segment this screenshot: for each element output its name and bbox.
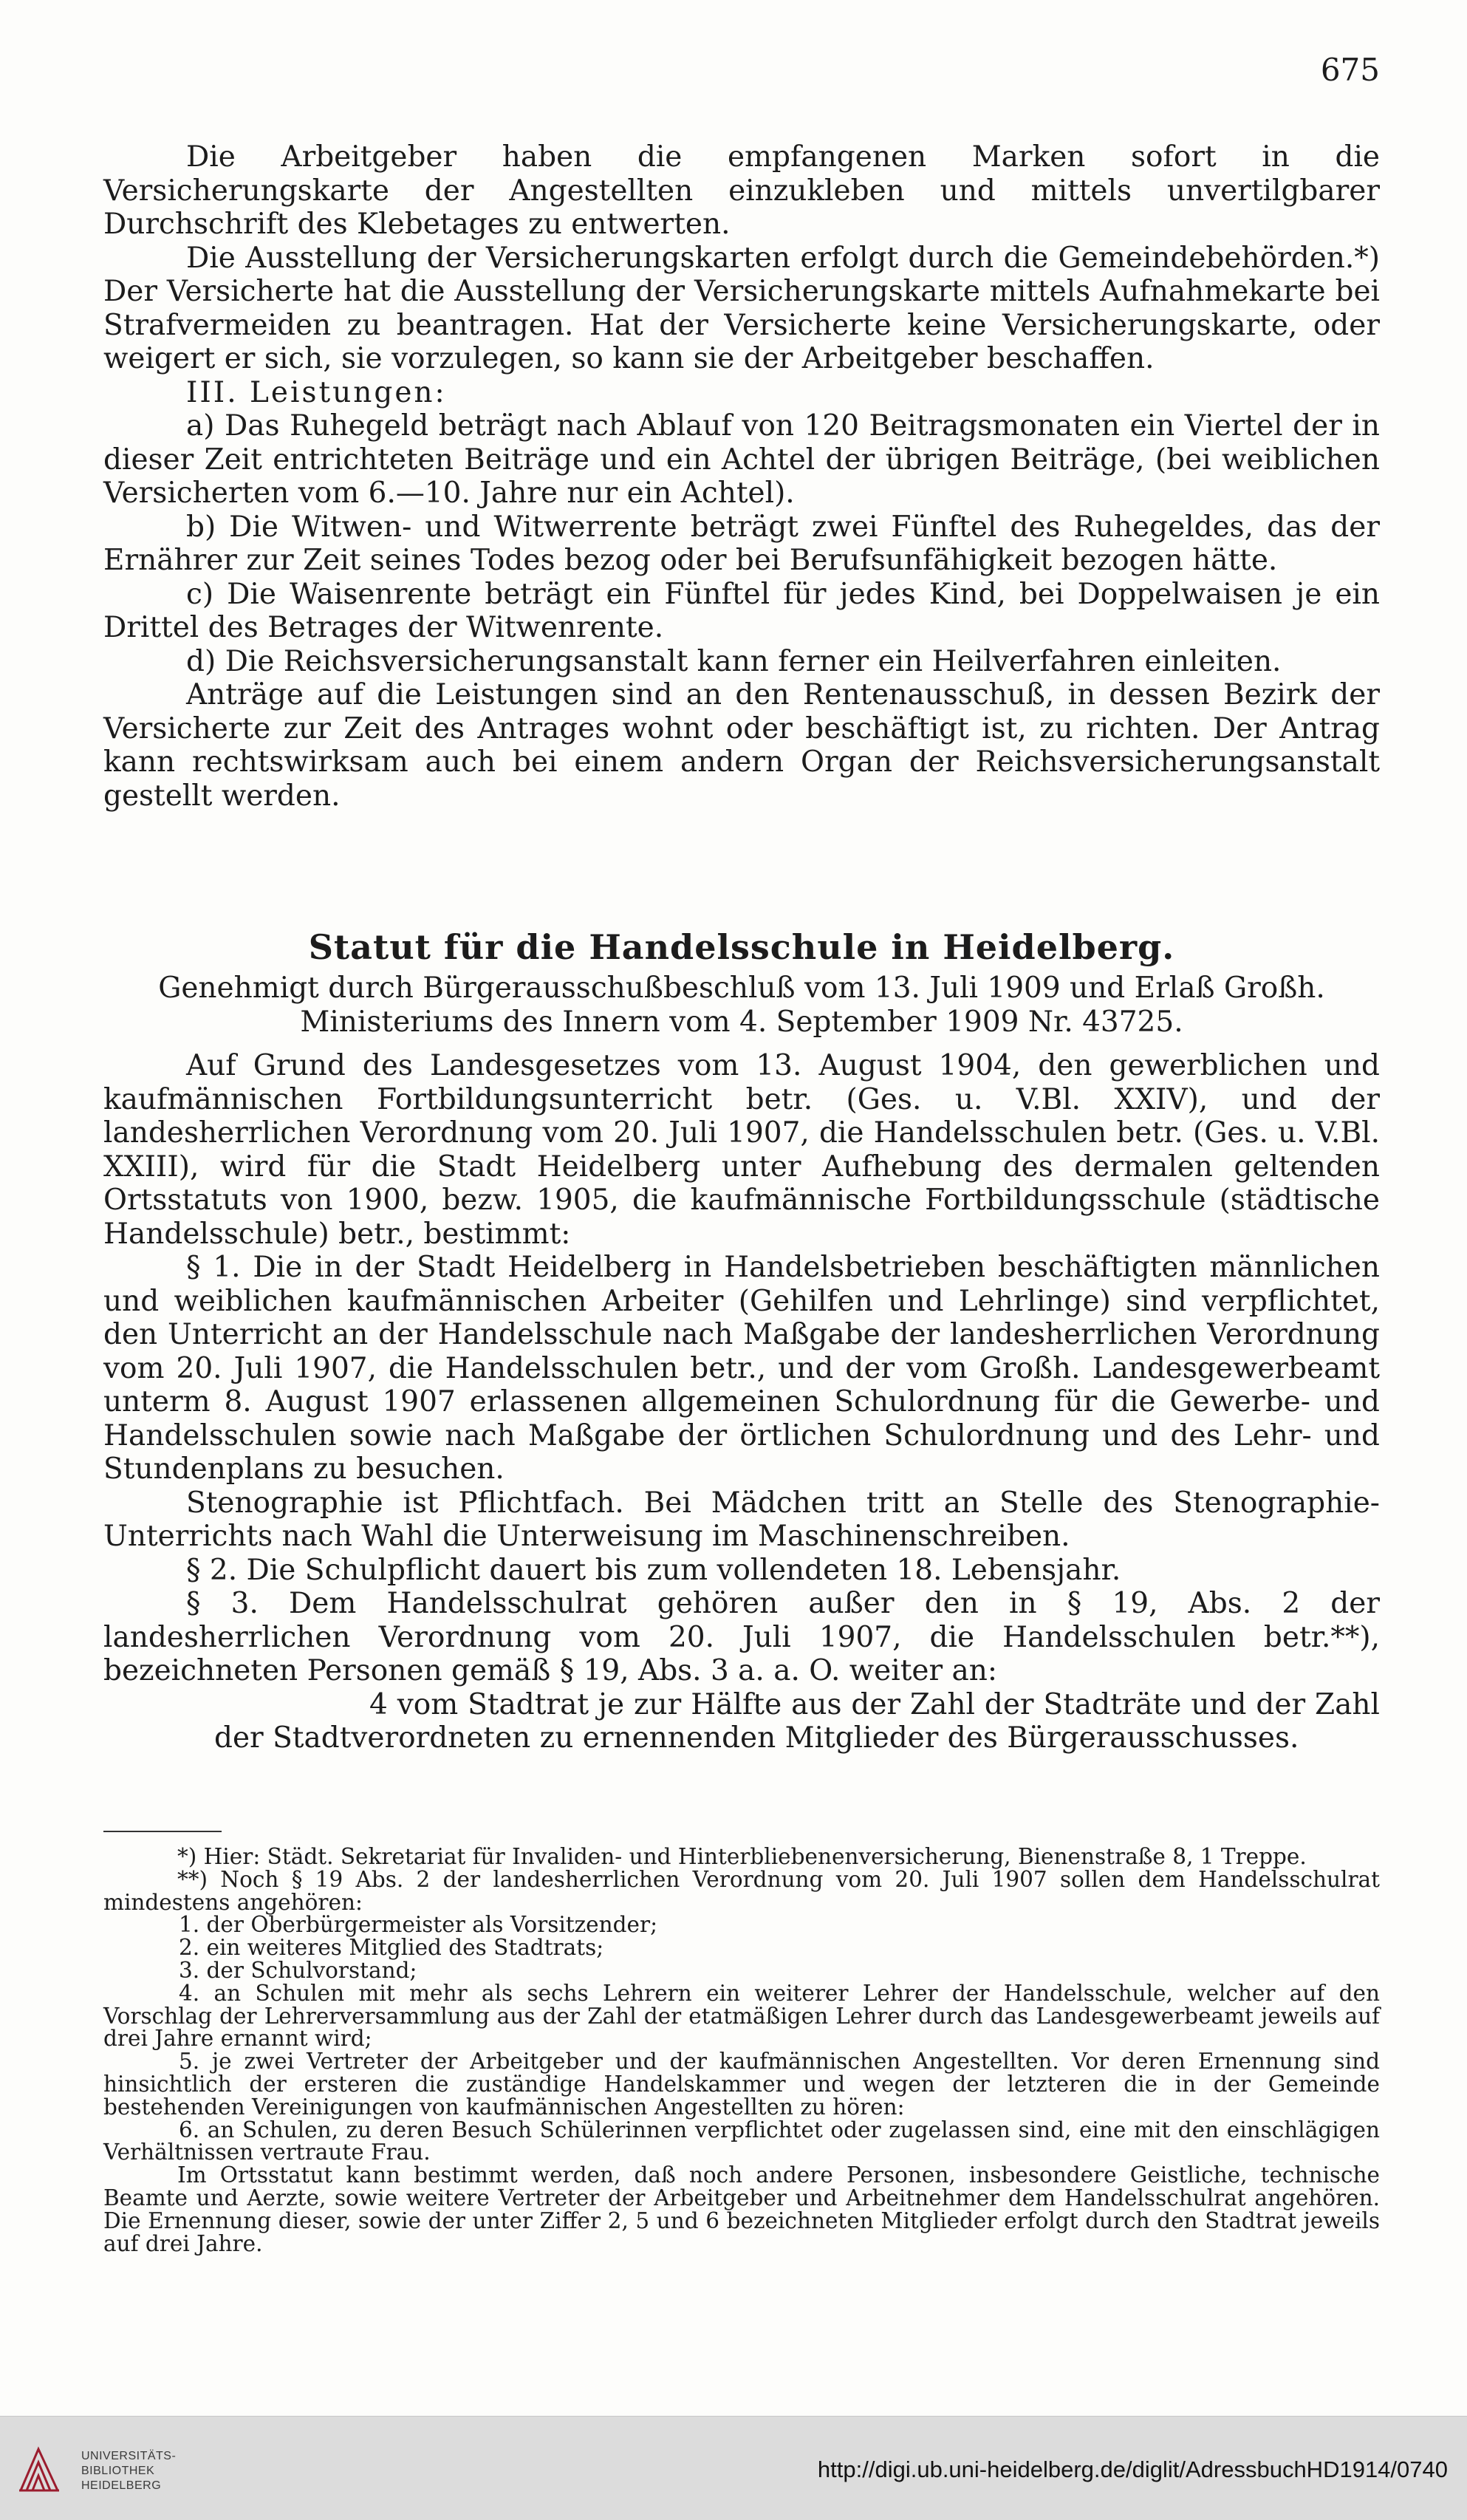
approval-line-2: Ministeriums des Innern vom 4. September 1909 Nr. 43725.	[300, 1005, 1183, 1039]
statute-paragraph-1: § 1. Die in der Stadt Heidelberg in Handelsbetrieben beschäftigten männlichen und weiblichen kaufmännischen Arbeiter (Gehilfen und Lehrlinge) sind verpflichtet, den Unterricht an der Handelsschule nach Maßgabe der landesherrlichen Verordnung vom 20. Juli 1907, die Handelsschulen betr., und der vom Großh. Landesgewerbeamt unterm 8. August 1907 erlassenen allgemeinen Schulordnung für die Gewerbe- und Handelsschulen sowie nach Maßgabe der örtlichen Schulordnung und des Lehr- und Stundenplans zu besuchen.	[103, 1251, 1380, 1486]
statute-preamble: Auf Grund des Landesgesetzes vom 13. August 1904, den gewerblichen und kaufmännischen Fortbildungsunterricht betr. (Ges. u. V.Bl. XXIV), und der landesherrlichen Verordnung vom 20. Juli 1907, die Handelsschulen betr. (Ges. u. V.Bl. XXIII), wird für die Stadt Heidelberg unter Aufhebung des dermalen geltenden Ortsstatuts von 1900, bezw. 1905, die kaufmännische Fortbildungsschule (städtische Handelsschule) betr., bestimmt:	[103, 1049, 1380, 1251]
statute-paragraph-3: § 3. Dem Handelsschulrat gehören außer den in § 19, Abs. 2 der landesherrlichen Verordnung vom 20. Juli 1907, die Handelsschulen betr.**), bezeichneten Personen gemäß § 19, Abs. 3 a. a. O. weiter an:	[103, 1587, 1380, 1687]
list-item: 1. der Oberbürgermeister als Vorsitzender;	[179, 1912, 658, 1938]
item-waisenrente: c) Die Waisenrente beträgt ein Fünftel für jedes Kind, bei Doppelwaisen je ein Drittel des Betrages der Witwenrente.	[103, 577, 1380, 644]
library-name-line-2: BIBLIOTHEK	[81, 2465, 155, 2477]
insurance-section	[103, 140, 1380, 813]
item-witwenrente: b) Die Witwen- und Witwerrente beträgt zwei Fünftel des Ruhegeldes, das der Ernährer zur Zeit seines Todes bezog oder bei Berufsunfähigkeit bezogen hätte.	[103, 510, 1380, 577]
library-name	[81, 2449, 176, 2493]
list-item: 6. an Schulen, zu deren Besuch Schülerinnen verpflichtet oder zugelassen sind, eine mit den einschlägigen Verhältnissen vertraute Frau.	[103, 2117, 1380, 2165]
paragraph-ausstellung: Die Ausstellung der Versicherungskarten erfolgt durch die Gemeindebehörden.*) Der Versicherte hat die Ausstellung der Versicherungskarte mittels Aufnahmekarte bei Strafvermeiden zu beantragen. Hat der Versicherte keine Versicherungskarte, oder weigert er sich, sie vorzulegen, so kann sie der Arbeitgeber beschaffen.	[103, 241, 1380, 375]
item-ruhegeld: a) Das Ruhegeld beträgt nach Ablauf von 120 Beitragsmonaten ein Viertel der in dieser Zeit entrichteten Beiträge und ein Achtel der übrigen Beiträge, (bei weiblichen Versicherten vom 6.—10. Jahre nur ein Achtel).	[103, 409, 1380, 510]
library-name-line-3: HEIDELBERG	[81, 2479, 162, 2492]
statute-stenographie: Stenographie ist Pflichtfach. Bei Mädchen tritt an Stelle des Stenographie-Unterrichts nach Wahl die Unterweisung im Maschinenschreiben.	[103, 1486, 1380, 1553]
footnote-closing: Im Ortsstatut kann bestimmt werden, daß noch andere Personen, insbesondere Geistliche, technische Beamte und Aerzte, sowie weitere Vertreter der Arbeitgeber und Arbeitnehmer dem Handelsschulrat angehören. Die Ernennung dieser, sowie der unter Ziffer 2, 5 und 6 bezeichneten Mitglieder erfolgt durch den Stadtrat jeweils auf drei Jahre.	[103, 2162, 1380, 2256]
section-heading-leistungen: III. Leistungen:	[186, 375, 447, 409]
statute-title: Statut für die Handelsschule in Heidelberg.	[308, 927, 1175, 967]
approval-line-1: Genehmigt durch Bürgerausschußbeschluß vom 13. Juli 1909 und Erlaß Großh.	[158, 972, 1325, 1005]
list-item: 4. an Schulen mit mehr als sechs Lehrern ein weiterer Lehrer der Handelsschule, welcher auf den Vorschlag der Lehrerversammlung aus der Zahl der etatmäßigen Lehrer durch das Landesgewerbeamt jeweils auf drei Jahre ernannt wird;	[103, 1980, 1380, 2052]
library-name-line-1: UNIVERSITÄTS-	[81, 2450, 177, 2462]
footnote-1: *) Hier: Städt. Sekretariat für Invaliden- und Hinterbliebenenversicherung, Bienenstraße 8, 1 Treppe.	[177, 1844, 1307, 1869]
paragraph-antraege: Anträge auf die Leistungen sind an den Rentenausschuß, in dessen Bezirk der Versicherte zur Zeit des Antrages wohnt oder beschäftigt ist, zu richten. Der Antrag kann rechtswirksam auch bei einem andern Organ der Reichsversicherungsanstalt gestellt werden.	[103, 678, 1380, 813]
footnote-list	[103, 1913, 1380, 2164]
page-number: 675	[1320, 52, 1380, 88]
footnote-divider	[103, 1831, 222, 1832]
list-item: 3. der Schulvorstand;	[179, 1957, 417, 1983]
footnotes	[103, 1845, 1380, 2255]
university-library-logo-icon	[16, 2443, 62, 2495]
list-item: 2. ein weiteres Mitglied des Stadtrats;	[179, 1935, 604, 1961]
paragraph-marken: Die Arbeitgeber haben die empfangenen Marken sofort in die Versicherungskarte der Angestellten einzukleben und mittels unvertilgbarer Durchschrift des Klebetages zu entwerten.	[103, 140, 1380, 241]
statute-section	[103, 927, 1380, 1755]
statute-paragraph-2: § 2. Die Schulpflicht dauert bis zum vollendeten 18. Lebensjahr.	[186, 1553, 1121, 1587]
item-heilverfahren: d) Die Reichsversicherungsanstalt kann ferner ein Heilverfahren einleiten.	[186, 644, 1282, 678]
source-url-link[interactable]: http://digi.ub.uni-heidelberg.de/diglit/AdressbuchHD1914/0740	[817, 2456, 1448, 2482]
statute-member-line: 4 vom Stadtrat je zur Hälfte aus der Zahl der Stadträte und der Zahl der Stadtverordneten zu ernennenden Mitglieder des Bürgerausschusses.	[214, 1687, 1380, 1755]
viewer-footer-bar	[0, 2416, 1467, 2520]
list-item: 5. je zwei Vertreter der Arbeitgeber und der kaufmännischen Angestellten. Vor deren Ernennung sind hinsichtlich der ersteren die zuständige Handelskammer und wegen der letzteren die in der Gemeinde bestehenden Vereinigungen von kaufmännischen Angestellten zu hören:	[103, 2049, 1380, 2120]
footnote-2: **) Noch § 19 Abs. 2 der landesherrlichen Verordnung vom 20. Juli 1907 sollen dem Handelsschulrat mindestens angehören:	[103, 1866, 1380, 1915]
